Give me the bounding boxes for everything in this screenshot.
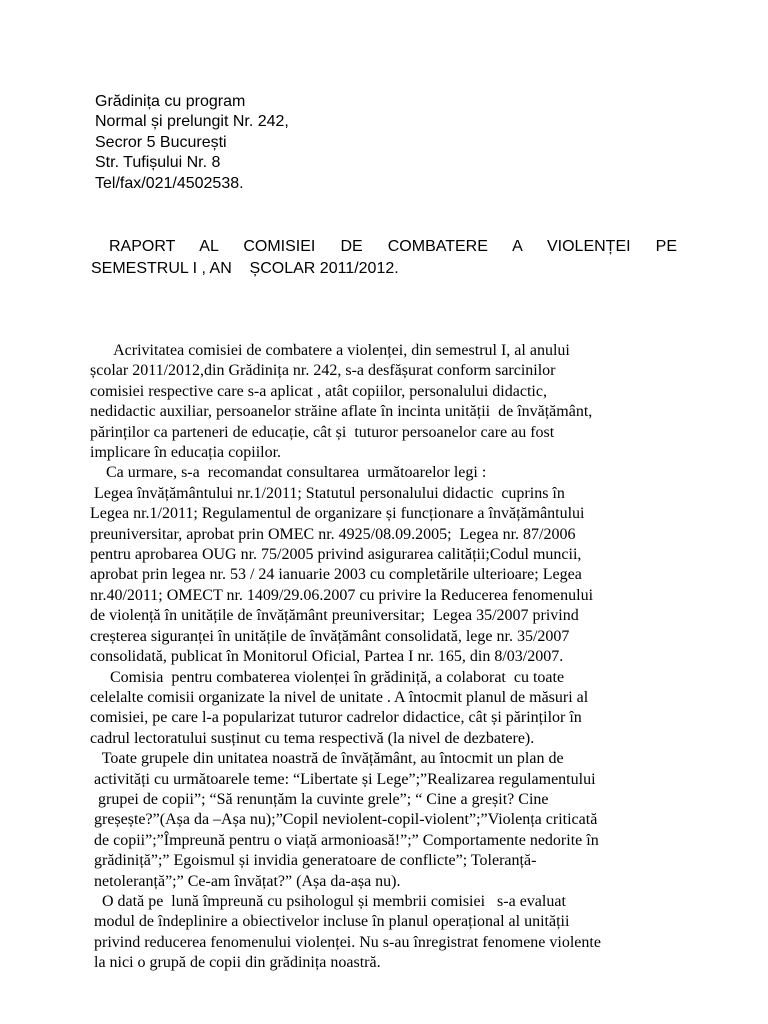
body-line: grădiniță”;” Egoismul și invidia generatoare de conflicte”; Toleranță- — [90, 852, 537, 870]
header-line: Grădinița cu program — [95, 93, 246, 110]
body-line: comisiei, pe care l-a popularizat tuturor cadrelor didactice, cât și părinților în — [90, 709, 582, 727]
body-line: celelalte comisii organizate la nivel de unitate . A întocmit planul de măsuri al — [90, 688, 589, 706]
report-title-line: RAPORT AL COMISIEI DE COMBATERE A VIOLENȚEI PE — [109, 238, 677, 255]
body-line: Legea învățământului nr.1/2011; Statutul personalului didactic cuprins în — [90, 484, 565, 502]
header-line: Str. Tufișului Nr. 8 — [95, 154, 221, 172]
body-line: nr.40/2011; OMECT nr. 1409/29.06.2007 cu privire la Reducerea fenomenului — [90, 586, 594, 604]
report-title — [91, 236, 677, 280]
body-line: Toate grupele din unitatea noastră de învățământ, au întocmit un plan de — [90, 750, 564, 768]
institution-header — [95, 92, 289, 194]
body-line: modul de îndeplinire a obiectivelor incluse în planul operațional al unității — [90, 913, 570, 931]
body-line: consolidată, publicat în Monitorul Oficial, Partea I nr. 165, din 8/03/2007. — [90, 648, 564, 666]
body-line: nedidactic auxiliar, persoanelor străine aflate în incinta unității de învățământ, — [90, 403, 593, 421]
body-line: Ca urmare, s-a recomandat consultarea următoarelor legi : — [90, 464, 487, 482]
body-line: de violență în unitățile de învățământ preuniversitar; Legea 35/2007 privind — [90, 607, 579, 625]
body-line: cadrul lectoratului susținut cu tema respectivă (la nivel de dezbatere). — [90, 729, 535, 747]
header-line: Normal și prelungit Nr. 242, — [95, 113, 289, 131]
body-line: privind reducerea fenomenului violenței. Nu s-au înregistrat fenomene violente — [90, 933, 601, 951]
body-line: Acrivitatea comisiei de combatere a violenței, din semestrul I, al anului — [90, 342, 570, 359]
body-line: O dată pe lună împreună cu psihologul și membrii comisiei s-a evaluat — [90, 892, 566, 910]
body-line: școlar 2011/2012,din Grădinița nr. 242, s-a desfășurat conform sarcinilor — [90, 362, 556, 380]
header-line: Secror 5 București — [95, 133, 227, 151]
body-line: la nici o grupă de copii din grădinița noastră. — [90, 954, 381, 972]
header-line: Tel/fax/021/4502538. — [95, 174, 244, 192]
body-line: netoleranță”;” Ce-am învățat?” (Așa da-așa nu). — [90, 872, 401, 890]
body-line: activități cu următoarele teme: “Libertate și Lege”;”Realizarea regulamentului — [90, 770, 596, 788]
report-body — [90, 341, 680, 974]
body-line: Comisia pentru combaterea violenței în grădiniță, a colaborat cu toate — [90, 668, 565, 686]
body-line: părinților ca parteneri de educație, cât și tuturor persoanelor care au fost — [90, 423, 555, 441]
body-line: preuniversitar, aprobat prin OMEC nr. 4925/08.09.2005; Legea nr. 87/2006 — [90, 525, 576, 543]
body-line: comisiei respective care s-a aplicat , atât copiilor, personalului didactic, — [90, 382, 547, 400]
body-line: Legea nr.1/2011; Regulamentul de organizare și funcționare a învățământului — [90, 505, 585, 523]
body-line: de copii”;”Împreună pentru o viață armonioasă!”;” Comportamente nedorite în — [90, 831, 599, 849]
body-line: aprobat prin legea nr. 53 / 24 ianuarie 2003 cu completările ulterioare; Legea — [90, 566, 582, 584]
body-line: implicare în educația copiilor. — [90, 444, 282, 462]
body-line: greșește?”(Așa da –Așa nu);”Copil neviolent-copil-violent”;”Violența criticată — [90, 811, 598, 829]
report-title-line: SEMESTRUL I , AN ȘCOLAR 2011/2012. — [91, 260, 399, 277]
body-line: creșterea siguranței în unitățile de învățământ consolidată, lege nr. 35/2007 — [90, 627, 570, 645]
body-line: grupei de copii”; “Să renunțăm la cuvinte grele”; “ Cine a greșit? Cine — [90, 790, 549, 808]
body-line: pentru aprobarea OUG nr. 75/2005 privind asigurarea calității;Codul muncii, — [90, 546, 582, 564]
